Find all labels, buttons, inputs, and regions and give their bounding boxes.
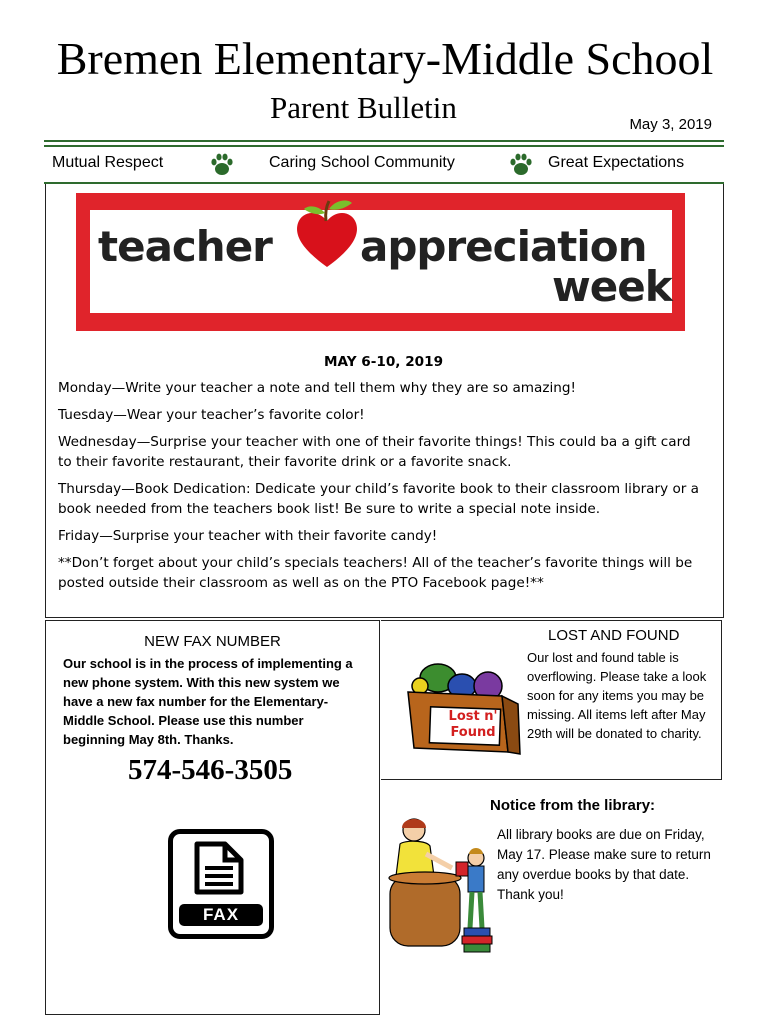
box-label-line2: Found	[450, 725, 496, 740]
library-body: All library books are due on Friday, May 17. Please make sure to return any overdue books by that date. Thank you!	[497, 827, 711, 902]
lost-found-body: Our lost and found table is overflowing. Please take a look soon for any items you may be missing. All items left after May 29th will be donated to charity.	[527, 650, 707, 741]
paw-icon	[508, 152, 534, 178]
monday-item: Monday—Write your teacher a note and tell them why they are so amazing!	[58, 380, 576, 396]
motto-great-expectations: Great Expectations	[548, 154, 685, 171]
header-rule-bottom	[44, 145, 724, 147]
header-rule-top	[44, 140, 724, 142]
fax-heading: NEW FAX NUMBER	[144, 633, 281, 650]
bulletin-date: May 3, 2019	[629, 116, 712, 133]
friday-item: Friday—Surprise your teacher with their favorite candy!	[58, 528, 438, 544]
librarian-illustration	[386, 810, 496, 960]
fax-body: Our school is in the process of implementing a new phone system. With this new system we have a new fax number for the Elementary-Middle School. Please use this number beginning May 8th. Thanks.	[63, 656, 353, 747]
school-name: Bremen Elementary-Middle School	[56, 33, 714, 84]
fax-number: 574-546-3505	[128, 754, 293, 786]
appreciation-list	[58, 378, 708, 600]
appreciation-dates: MAY 6-10, 2019	[323, 354, 444, 370]
apple-heart-icon	[292, 197, 362, 269]
banner-word-appreciation: appreciation	[360, 222, 647, 271]
wednesday-item: Wednesday—Surprise your teacher with one of their favorite things! This could ba a gift card to their favorite restaurant, their favorite drink or a favorite snack.	[58, 434, 691, 470]
lost-found-box-illustration	[398, 656, 524, 758]
banner-word-week: week	[552, 262, 672, 311]
lost-found-box-label	[442, 709, 504, 741]
specials-reminder: **Don’t forget about your child’s specials teachers! All of the teacher’s favorite things will be posted outside their classroom as well as on the PTO Facebook page!**	[58, 555, 693, 591]
motto-mutual-respect: Mutual Respect	[52, 154, 164, 171]
library-heading: Notice from the library:	[490, 797, 656, 814]
paw-icon	[209, 152, 235, 178]
box-label-line1: Lost n'	[448, 709, 498, 724]
thursday-item: Thursday—Book Dedication: Dedicate your child’s favorite book to their classroom library or a book needed from the teachers book list! Be sure to write a special note inside.	[58, 481, 699, 517]
banner-inner	[90, 210, 672, 313]
motto-caring-community: Caring School Community	[269, 154, 455, 171]
appreciation-banner	[76, 193, 685, 331]
fax-icon-label: FAX	[179, 904, 263, 926]
lost-found-heading: LOST AND FOUND	[548, 627, 680, 644]
tuesday-item: Tuesday—Wear your teacher’s favorite color!	[58, 407, 365, 423]
banner-word-teacher: teacher	[98, 222, 272, 271]
document-icon	[193, 840, 245, 896]
fax-icon	[168, 829, 274, 939]
bulletin-title: Parent Bulletin	[270, 90, 457, 125]
